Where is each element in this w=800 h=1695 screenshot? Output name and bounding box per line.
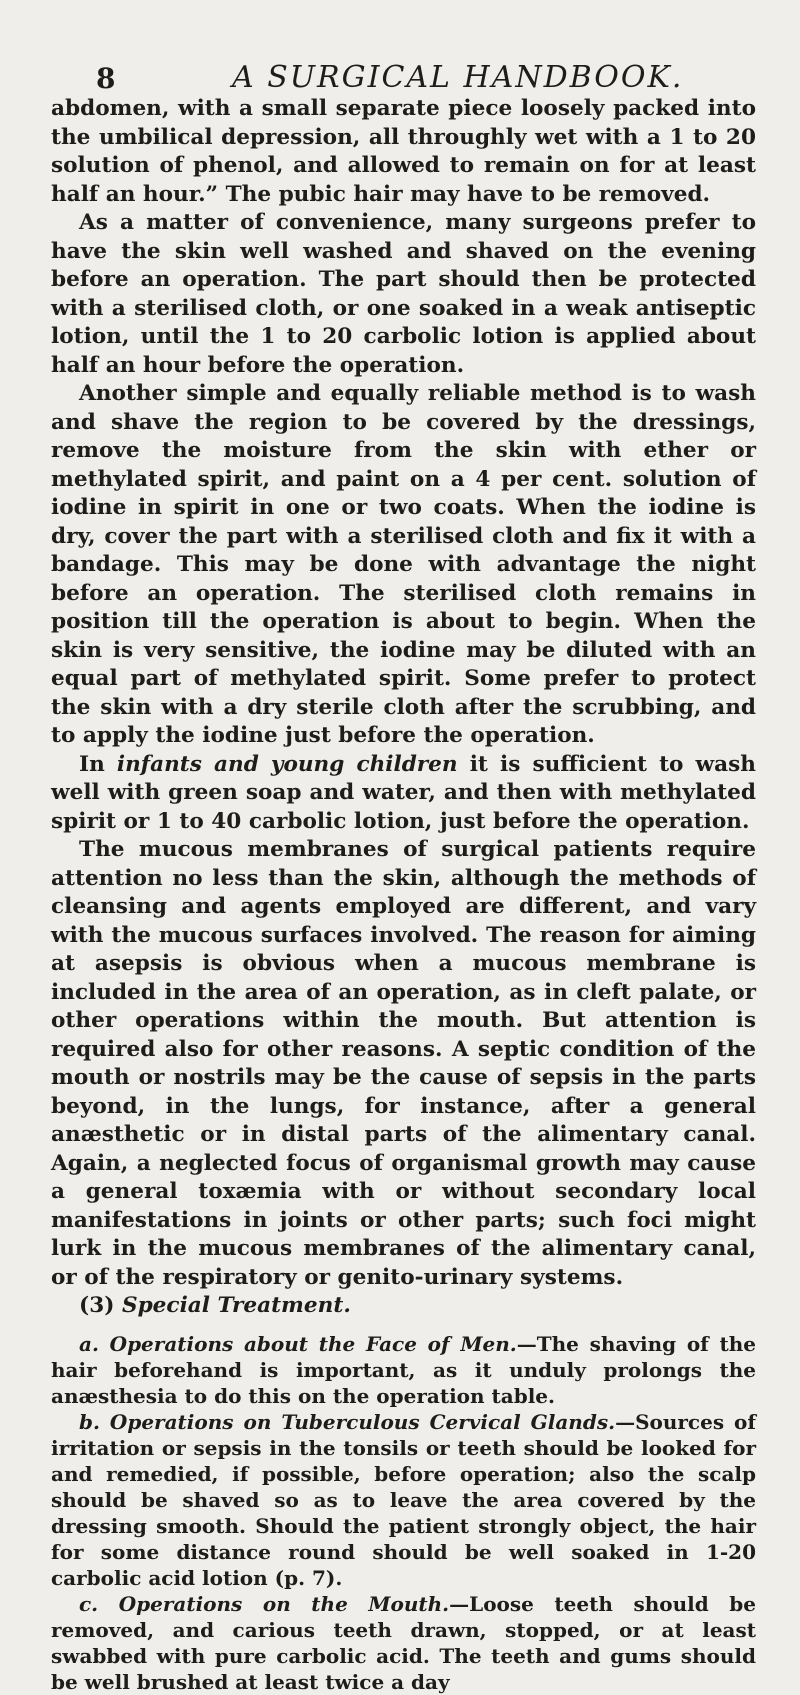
running-head bbox=[48, 40, 755, 95]
item-a bbox=[51, 1331, 756, 1409]
paragraph-4-lead: In bbox=[79, 751, 117, 777]
paragraph-2: As a matter of convenience, many surgeons prefer to have the skin well washed and shaved on the evening before an operation. The part should then be protected with a sterilised cloth, or one soaked in a weak antiseptic lotion, until the 1 to 20 carbolic lotion is applied about half an hour before the operation. bbox=[51, 210, 756, 378]
item-a-text: —The shaving of the hair beforehand is important, as it unduly prolongs the anæsthesia to do this on the operation table. bbox=[51, 1331, 756, 1408]
paragraph-4-rest: it is sufficient to wash well with green soap and water, and then with methylated spirit or 1 to 40 carbolic lotion, just before the operation. bbox=[51, 751, 756, 834]
section-number: (3) bbox=[79, 1293, 122, 1318]
item-c bbox=[51, 1591, 756, 1695]
running-title: A SURGICAL HANDBOOK. bbox=[232, 60, 684, 95]
item-c-label: c. Operations on the Mouth. bbox=[79, 1591, 450, 1616]
item-b-text: —Sources of irritation or sepsis in the tonsils or teeth should be looked for and remedied, if possible, before operation; also the scalp should be shaved so as to leave the area covered by the dressing smooth. Should the patient strongly object, the hair for some distance round should be well soaked in 1-20 carbolic acid lotion (p. 7). bbox=[51, 1409, 756, 1590]
section-title: Special Treatment. bbox=[121, 1293, 351, 1318]
paragraph-4-emphasis: infants and young children bbox=[116, 751, 458, 777]
special-treatment-list bbox=[51, 1331, 756, 1695]
paragraph-3: Another simple and equally reliable method is to wash and shave the region to be covered by the dressings, remove the moisture from the skin with ether or methylated spirit, and paint on a 4 per cent. solution of iodine in spirit in one or two coats. When the iodine is dry, cover the part with a sterilised cloth and fix it with a bandage. This may be done with advantage the night before an operation. The sterilised cloth remains in position till the operation is about to begin. When the skin is very sensitive, the iodine may be diluted with an equal part of methylated spirit. Some prefer to protect the skin with a dry sterile cloth after the scrubbing, and to apply the iodine just before the operation. bbox=[51, 381, 756, 748]
item-a-label: a. Operations about the Face of Men. bbox=[79, 1331, 517, 1356]
page-number: 8 bbox=[96, 62, 116, 95]
paragraph-1: abdomen, with a small separate piece loosely packed into the umbilical depression, all throughly wet with a 1 to 20 solution of phenol, and allowed to remain on for at least half an hour.” The pubic hair may have to be removed. bbox=[51, 96, 756, 207]
paragraph-5: The mucous membranes of surgical patients require attention no less than the skin, although the methods of cleansing and agents employed are different, and vary with the mucous surfaces involved. The reason for aiming at asepsis is obvious when a mucous membrane is included in the area of an operation, as in cleft palate, or other operations within the mouth. But attention is required also for other reasons. A septic condition of the mouth or nostrils may be the cause of sepsis in the parts beyond, in the lungs, for instance, after a general anæsthetic or in distal parts of the alimentary canal. Again, a neglected focus of organismal growth may cause a general toxæmia with or without secondary local manifestations in joints or other parts; such foci might lurk in the mucous membranes of the alimentary canal, or of the respiratory or genito-urinary systems. bbox=[51, 837, 756, 1290]
paragraph-4 bbox=[51, 751, 756, 837]
body-text bbox=[51, 95, 756, 1695]
item-b bbox=[51, 1409, 756, 1591]
section-heading bbox=[51, 1292, 756, 1321]
item-c-text: —Loose teeth should be removed, and carious teeth drawn, stopped, or at least swabbed with pure carbolic acid. The teeth and gums should be well brushed at least twice a day bbox=[51, 1591, 756, 1694]
item-b-label: b. Operations on Tuberculous Cervical Glands. bbox=[79, 1409, 616, 1434]
